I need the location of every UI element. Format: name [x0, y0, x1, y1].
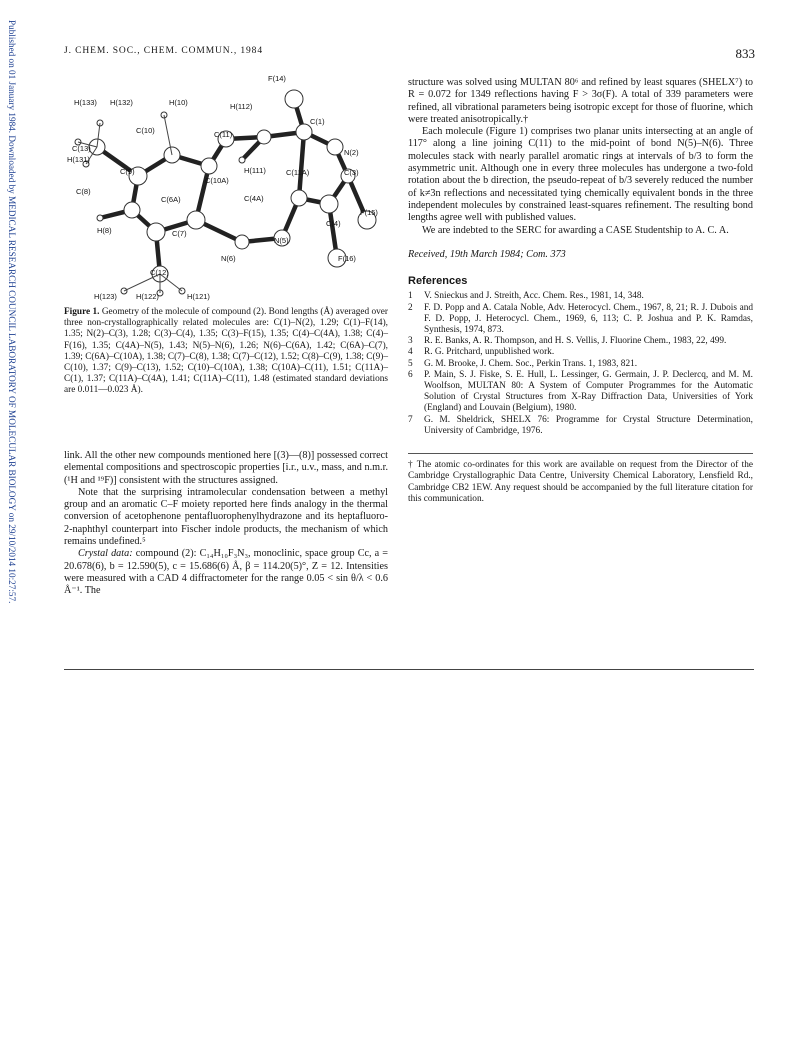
reference-text: P. Main, S. J. Fiske, S. E. Hull, L. Lessinger, G. Germain, J. P. Declercq, and M. M. Woolfson, MULTAN 80: A System of Computer Programmes for the Automatic Solution of Crystal Structures from X-Ray Diffraction Data, Universities of York (England) and Louvain (Belgium), 1980. — [424, 369, 753, 414]
atom-label: C(13) — [72, 144, 91, 153]
running-head: J. CHEM. SOC., CHEM. COMMUN., 1984 — [64, 46, 263, 56]
reference-text: F. D. Popp and A. Catala Noble, Adv. Heterocycl. Chem., 1967, 8, 21; R. J. Dubois and F. D. Popp, J. Heterocycl. Chem., 1969, 6, 113; C. P. Joshua and P. K. Ramdas, Synthesis, 1974, 873. — [424, 302, 753, 336]
atom-label: H(123) — [94, 292, 117, 301]
figure-caption-text: Geometry of the molecule of compound (2). Bond lengths (Å) averaged over three non-crystallographically related molecules are: C(1)–N(2), 1.29; C(1)–F(14), 1.35; N(2)–C(3), 1.28; C(3)–C(4), 1.35; C(3)–F(15), 1.35; C(4)–C(4A), 1.38; C(4)–F(16), 1.35; C(4A)–N(5), 1.43; N(5)–N(6), 1.26; N(6)–C(6A), 1.42; C(6A)–C(7), 1.39; C(6A)–C(10A), 1.38; C(7)–C(8), 1.38; C(7)–C(12), 1.52; C(8)–C(9), 1.38; C(9)–C(10), 1.37; C(9)–C(13), 1.52; C(10)–C(10A), 1.38; C(10A)–C(11), 1.51; C(11A)–C(1), 1.37; C(11A)–C(4A), 1.41; C(11A)–C(11), 1.48 (estimated standard deviations are 0.011—0.023 Å). — [64, 307, 388, 396]
atom-label: H(121) — [187, 292, 210, 301]
molecule-diagram — [64, 70, 394, 306]
atom-label: H(111) — [244, 166, 266, 175]
reference-item — [408, 370, 753, 415]
page-bottom-rule — [64, 669, 754, 670]
download-notice: Published on 01 January 1984. Downloaded by MEDICAL RESEARCH COUNCIL LABORATORY OF MOLECULAR BIOLOGY on 29/10/2014 10:27:57. — [7, 20, 17, 604]
right-column — [408, 77, 753, 505]
reference-number: 1 — [408, 291, 413, 302]
crystal-data-paragraph — [64, 548, 388, 597]
body-paragraph: link. All the other new compounds mentioned here [(3)—(8)] possessed correct elemental compositions and spectroscopic properties [i.r., u.v., mass, and n.m.r. (¹H and ¹⁹F)] consistent with the structures assigned. — [64, 450, 388, 486]
atom-label: H(132) — [110, 98, 133, 107]
download-notice-margin — [0, 0, 22, 1057]
reference-text: G. M. Brooke, J. Chem. Soc., Perkin Trans. 1, 1983, 821. — [424, 358, 638, 369]
body-paragraph: structure was solved using MULTAN 80⁶ and refined by least squares (SHELX⁷) to R = 0.072 for 1349 reflections having F > 3σ(F). A total of 339 parameters were refined, all vibrational parameters being isotropic except for those of fluorine, which were treated anisotropically.† — [408, 77, 753, 125]
atom-label: C(4) — [326, 219, 341, 228]
reference-item — [408, 359, 753, 370]
atom-label: C(7) — [172, 229, 187, 238]
reference-item — [408, 347, 753, 358]
left-column — [64, 450, 388, 598]
molecule-figure — [64, 70, 394, 306]
atom-label: H(10) — [169, 98, 188, 107]
atom-label: C(11) — [214, 130, 233, 139]
atom-label: C(8) — [76, 187, 91, 196]
atom-label: C(10) — [136, 126, 155, 135]
atom-label: H(122) — [136, 292, 159, 301]
reference-item — [408, 336, 753, 347]
figure-caption — [64, 307, 388, 397]
footnote: † The atomic co-ordinates for this work are available on request from the Director of the Cambridge Crystallographic Data Centre, University Chemical Laboratory, Lensfield Rd., Cambridge CB2 1EW. Any request should be accompanied by the full literature citation for this communication. — [408, 460, 753, 504]
atoms — [75, 90, 376, 296]
references-heading: References — [408, 275, 468, 288]
reference-number: 4 — [408, 347, 413, 358]
reference-number: 6 — [408, 369, 413, 380]
atom-label: N(5) — [274, 236, 289, 245]
reference-number: 5 — [408, 358, 413, 369]
reference-number: 7 — [408, 414, 413, 425]
atom-label: N(2) — [344, 148, 359, 157]
reference-item — [408, 303, 753, 337]
reference-item — [408, 415, 753, 437]
atom-label: F(16) — [338, 254, 356, 263]
atom-label: C(9) — [120, 167, 135, 176]
body-paragraph: Note that the surprising intramolecular condensation between a methyl group and an aromatic C–F moiety reported here finds analogy in the thermal conversion of acetophenone pentafluorophenylhydrazone and its heptafluoro-2-naphthyl counterpart into Fischer indole products, the mechanism of which remains undefined.⁵ — [64, 486, 388, 548]
atom-label: C(3) — [344, 168, 359, 177]
atom-label: N(6) — [221, 254, 236, 263]
reference-number: 2 — [408, 302, 413, 313]
atom-labels — [67, 74, 378, 301]
received-date: Received, 19th March 1984; Com. 373 — [408, 248, 566, 260]
atom-label: F(14) — [268, 74, 286, 83]
atom-label: H(112) — [230, 102, 253, 111]
atom-label: C(1) — [310, 117, 325, 126]
atom-label: C(4A) — [244, 194, 264, 203]
atom-label: H(8) — [97, 226, 112, 235]
figure-caption-label: Figure 1. — [64, 307, 100, 317]
atom-label: H(131) — [67, 155, 90, 164]
crystal-data-label: Crystal data: — [78, 548, 133, 560]
acknowledgement: We are indebted to the SERC for awarding a CASE Studentship to A. C. A. — [422, 224, 729, 236]
reference-number: 3 — [408, 336, 413, 347]
atom-label: C(12) — [150, 268, 169, 277]
atom-label: F(15) — [360, 208, 378, 217]
atom-label: C(10A) — [205, 176, 229, 185]
page-number: 833 — [735, 46, 755, 61]
footnote-divider — [408, 453, 753, 454]
body-paragraph: Each molecule (Figure 1) comprises two planar units intersecting at an angle of 117° along a line joining C(11) to the mid-point of bond N(5)–N(6). Three molecules stack with nearly parallel aromatic rings at intervals of b/3 to form the asymmetric unit. Although one in every three molecules has undergone a two-fold rotation about the b direction, the pseudo-repeat of b/3 severely reduced the number of k≠3n reflections and necessitated tying chemically equivalent bonds in the three independent molecules by constrained least-squares refinement. The resulting bond lengths agree well with published values. — [408, 126, 753, 224]
atom-label: C(11A) — [286, 168, 310, 177]
reference-item — [408, 291, 753, 302]
atom-label: H(133) — [74, 98, 97, 107]
crystal-data-text: compound (2): C₁₄H₁₀F₃N₃, monoclinic, space group Cc, a = 20.678(6), b = 12.590(5), c = 15.686(6) Å, β = 114.20(5)°, Z = 12. Intensities were measured with a CAD 4 diffractometer for the range 0.05 < sin θ/λ < 0.6 Å⁻¹. The — [64, 548, 389, 597]
references-list — [408, 291, 753, 437]
reference-text: R. G. Pritchard, unpublished work. — [424, 347, 555, 358]
reference-text: G. M. Sheldrick, SHELX 76: Programme for Crystal Structure Determination, University of Cambridge, 1976. — [424, 414, 753, 436]
atom-label: C(6A) — [161, 195, 181, 204]
reference-text: R. E. Banks, A. R. Thompson, and H. S. Vellis, J. Fluorine Chem., 1983, 22, 499. — [424, 336, 727, 347]
reference-text: V. Snieckus and J. Streith, Acc. Chem. Res., 1981, 14, 348. — [424, 291, 644, 302]
